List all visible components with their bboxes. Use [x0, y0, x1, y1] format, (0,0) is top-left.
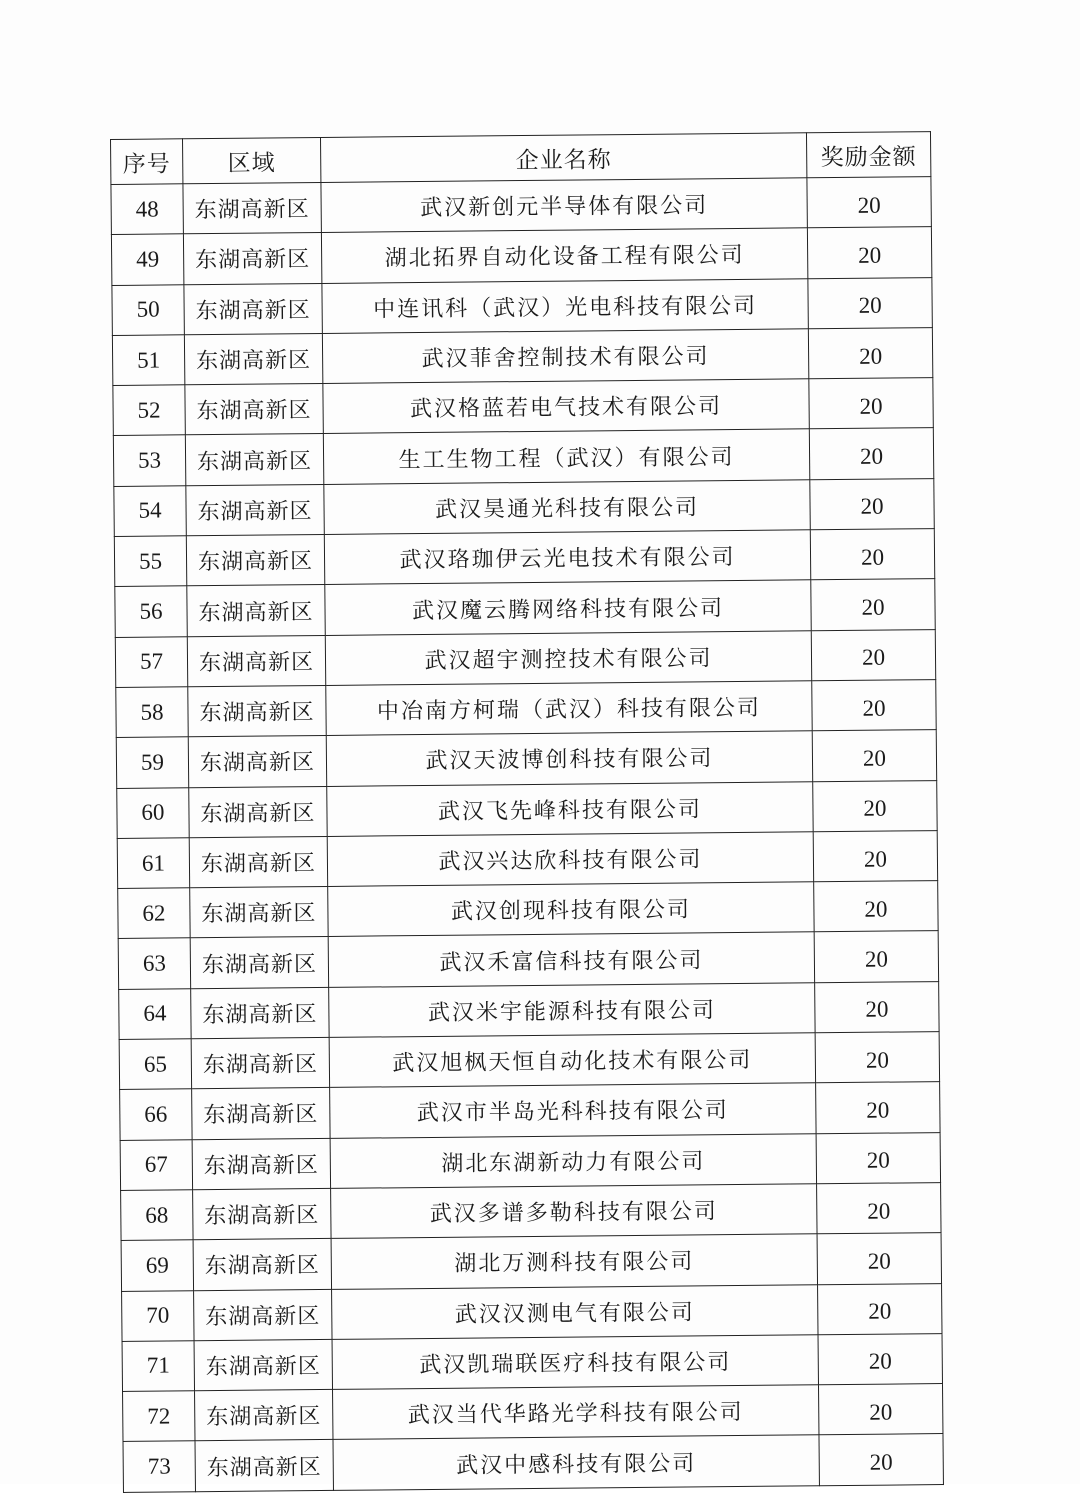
region-cell: 东湖高新区: [189, 786, 327, 838]
company-name-cell: 中连讯科（武汉）光电科技有限公司: [322, 278, 808, 333]
table-row: [121, 1183, 941, 1241]
company-name-cell: 生工生物工程（武汉）有限公司: [323, 429, 809, 484]
region-cell: 东湖高新区: [188, 685, 326, 737]
region-cell: 东湖高新区: [183, 182, 321, 234]
table-row: [122, 1283, 942, 1341]
award-amount-cell: 20: [812, 730, 936, 781]
company-name-cell: 武汉兴达欣科技有限公司: [327, 832, 813, 887]
table-row: [116, 730, 936, 788]
serial-number-cell: 73: [123, 1441, 195, 1492]
header-serial-number: 序号: [111, 139, 183, 185]
award-amount-cell: 20: [817, 1233, 941, 1284]
company-name-cell: 武汉昊通光科技有限公司: [324, 480, 810, 535]
region-cell: 东湖高新区: [190, 887, 328, 939]
award-amount-cell: 20: [815, 981, 939, 1032]
serial-number-cell: 48: [111, 184, 183, 235]
table-row: [122, 1333, 942, 1391]
serial-number-cell: 54: [114, 486, 186, 537]
region-cell: 东湖高新区: [195, 1440, 333, 1492]
region-cell: 东湖高新区: [191, 1037, 329, 1089]
table-row: [119, 981, 939, 1039]
region-cell: 东湖高新区: [184, 333, 322, 385]
award-amount-cell: 20: [809, 378, 933, 429]
table-row: [111, 227, 931, 285]
region-cell: 东湖高新区: [187, 635, 325, 687]
award-amount-cell: 20: [815, 1032, 939, 1083]
table-row: [111, 177, 931, 235]
company-name-cell: 武汉飞先峰科技有限公司: [327, 781, 813, 836]
company-name-cell: 武汉超宇测控技术有限公司: [325, 630, 811, 685]
award-amount-cell: 20: [814, 931, 938, 982]
serial-number-cell: 49: [111, 234, 183, 285]
header-region: 区域: [183, 137, 321, 183]
award-amount-cell: 20: [810, 478, 934, 529]
company-name-cell: 武汉多谱多勒科技有限公司: [331, 1184, 817, 1239]
award-amount-cell: 20: [819, 1434, 943, 1485]
table-row: [116, 680, 936, 738]
award-amount-cell: 20: [811, 629, 935, 680]
award-amount-cell: 20: [818, 1283, 942, 1334]
region-cell: 东湖高新区: [190, 937, 328, 989]
company-name-cell: 湖北拓界自动化设备工程有限公司: [321, 228, 807, 283]
company-name-cell: 武汉当代华路光学科技有限公司: [333, 1385, 819, 1440]
table-row: [112, 328, 932, 386]
award-amount-cell: 20: [810, 529, 934, 580]
serial-number-cell: 68: [121, 1190, 193, 1241]
serial-number-cell: 53: [113, 435, 185, 486]
table-row: [120, 1082, 940, 1140]
award-table-container: [110, 131, 943, 1493]
company-name-cell: 湖北东湖新动力有限公司: [330, 1133, 816, 1188]
company-name-cell: 武汉凯瑞联医疗科技有限公司: [332, 1335, 818, 1390]
header-row: [111, 132, 931, 185]
region-cell: 东湖高新区: [193, 1188, 331, 1240]
table-row: [120, 1132, 940, 1190]
table-body: [111, 177, 944, 1493]
table-row: [115, 579, 935, 637]
company-name-cell: 武汉米宇能源科技有限公司: [329, 983, 815, 1038]
region-cell: 东湖高新区: [195, 1390, 333, 1442]
table-row: [113, 428, 933, 486]
company-name-cell: 湖北万测科技有限公司: [331, 1234, 817, 1289]
table-row: [118, 931, 938, 989]
region-cell: 东湖高新区: [183, 233, 321, 285]
region-cell: 东湖高新区: [192, 1088, 330, 1140]
serial-number-cell: 58: [116, 687, 188, 738]
company-name-cell: 武汉中感科技有限公司: [333, 1435, 819, 1490]
serial-number-cell: 62: [118, 888, 190, 939]
serial-number-cell: 57: [115, 636, 187, 687]
serial-number-cell: 63: [118, 938, 190, 989]
serial-number-cell: 70: [122, 1290, 194, 1341]
serial-number-cell: 69: [121, 1240, 193, 1291]
table-header: [111, 132, 931, 185]
region-cell: 东湖高新区: [186, 484, 324, 536]
company-name-cell: 武汉旭枫天恒自动化技术有限公司: [329, 1033, 815, 1088]
region-cell: 东湖高新区: [194, 1339, 332, 1391]
serial-number-cell: 72: [123, 1391, 195, 1442]
region-cell: 东湖高新区: [193, 1239, 331, 1291]
serial-number-cell: 52: [113, 385, 185, 436]
serial-number-cell: 67: [120, 1139, 192, 1190]
award-amount-cell: 20: [818, 1384, 942, 1435]
serial-number-cell: 61: [117, 838, 189, 889]
table-row: [117, 830, 937, 888]
company-name-cell: 武汉新创元半导体有限公司: [321, 178, 807, 233]
table-row: [123, 1434, 943, 1492]
company-name-cell: 武汉汉测电气有限公司: [332, 1284, 818, 1339]
region-cell: 东湖高新区: [192, 1138, 330, 1190]
company-name-cell: 武汉市半岛光科科技有限公司: [330, 1083, 816, 1138]
award-amount-cell: 20: [817, 1183, 941, 1234]
company-name-cell: 武汉魔云腾网络科技有限公司: [325, 580, 811, 635]
serial-number-cell: 51: [112, 335, 184, 386]
award-amount-cell: 20: [816, 1082, 940, 1133]
award-amount-cell: 20: [808, 277, 932, 328]
award-amount-cell: 20: [807, 177, 931, 228]
region-cell: 东湖高新区: [194, 1289, 332, 1341]
award-amount-cell: 20: [808, 328, 932, 379]
company-name-cell: 武汉菲舍控制技术有限公司: [322, 329, 808, 384]
region-cell: 东湖高新区: [185, 434, 323, 486]
table-row: [115, 629, 935, 687]
region-cell: 东湖高新区: [188, 736, 326, 788]
award-amount-cell: 20: [816, 1132, 940, 1183]
table-row: [123, 1384, 943, 1442]
table-row: [112, 277, 932, 335]
header-award-amount: 奖励金额: [806, 132, 930, 178]
company-name-cell: 中冶南方柯瑞（武汉）科技有限公司: [326, 681, 812, 736]
serial-number-cell: 59: [116, 737, 188, 788]
region-cell: 东湖高新区: [185, 384, 323, 436]
region-cell: 东湖高新区: [191, 987, 329, 1039]
award-amount-cell: 20: [814, 881, 938, 932]
company-name-cell: 武汉天波博创科技有限公司: [326, 731, 812, 786]
header-company-name: 企业名称: [320, 133, 806, 183]
table-row: [113, 378, 933, 436]
award-table: [110, 131, 944, 1493]
company-name-cell: 武汉格蓝若电气技术有限公司: [323, 379, 809, 434]
serial-number-cell: 65: [119, 1039, 191, 1090]
table-row: [114, 478, 934, 536]
table-row: [121, 1233, 941, 1291]
award-amount-cell: 20: [811, 579, 935, 630]
serial-number-cell: 66: [120, 1089, 192, 1140]
region-cell: 东湖高新区: [184, 283, 322, 335]
company-name-cell: 武汉创现科技有限公司: [328, 882, 814, 937]
award-amount-cell: 20: [813, 780, 937, 831]
serial-number-cell: 50: [112, 284, 184, 335]
serial-number-cell: 56: [115, 586, 187, 637]
award-amount-cell: 20: [807, 227, 931, 278]
serial-number-cell: 55: [114, 536, 186, 587]
table-row: [117, 780, 937, 838]
award-amount-cell: 20: [818, 1333, 942, 1384]
table-row: [118, 881, 938, 939]
serial-number-cell: 64: [119, 989, 191, 1040]
table-row: [119, 1032, 939, 1090]
region-cell: 东湖高新区: [186, 535, 324, 587]
table-row: [114, 529, 934, 587]
serial-number-cell: 60: [117, 787, 189, 838]
award-amount-cell: 20: [813, 830, 937, 881]
award-amount-cell: 20: [809, 428, 933, 479]
serial-number-cell: 71: [122, 1341, 194, 1392]
company-name-cell: 武汉禾富信科技有限公司: [328, 932, 814, 987]
company-name-cell: 武汉珞珈伊云光电技术有限公司: [324, 530, 810, 585]
region-cell: 东湖高新区: [189, 836, 327, 888]
award-amount-cell: 20: [812, 680, 936, 731]
region-cell: 东湖高新区: [187, 585, 325, 637]
